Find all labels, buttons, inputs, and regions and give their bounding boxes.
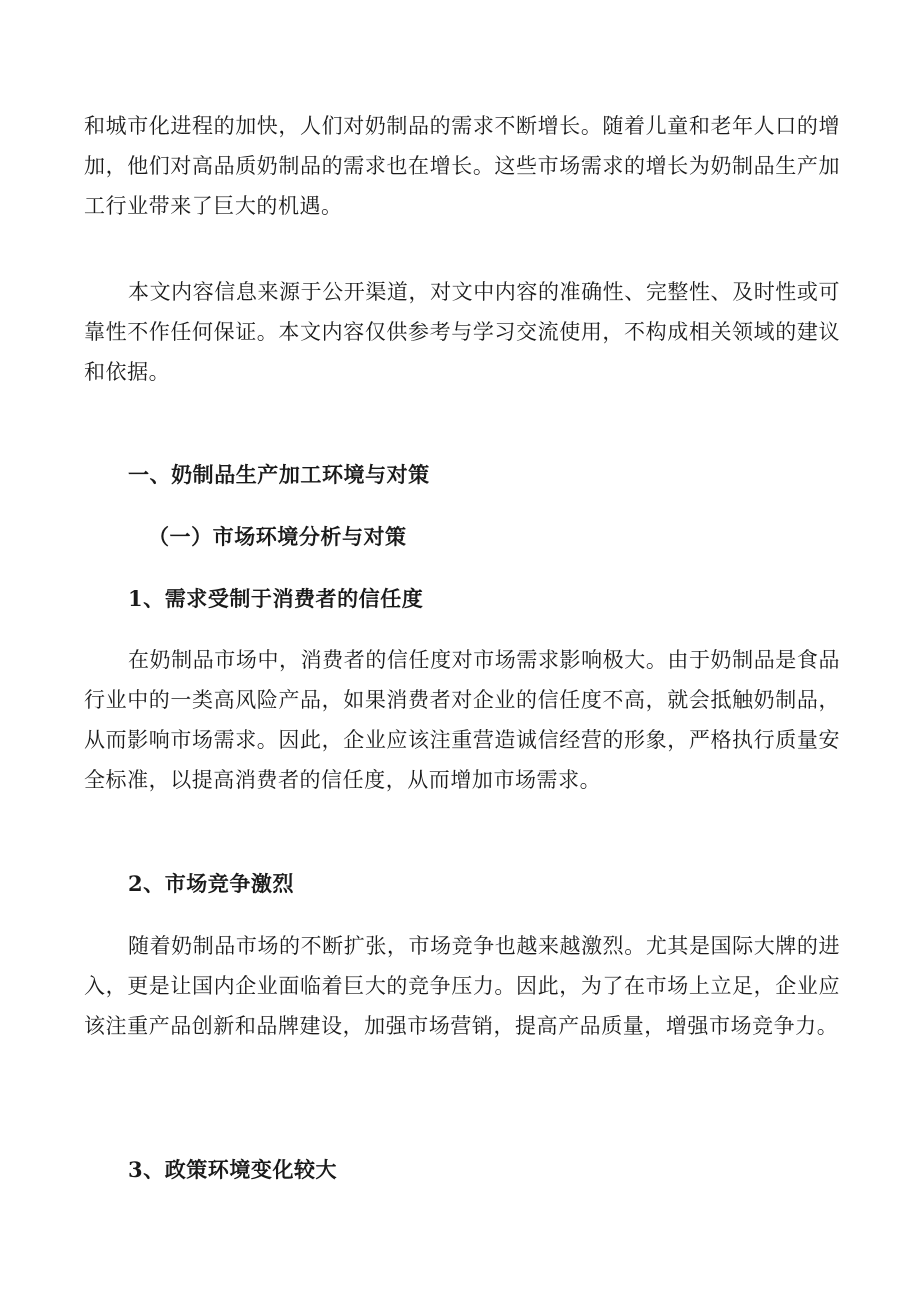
paragraph-consumer-trust: 在奶制品市场中，消费者的信任度对市场需求影响极大。由于奶制品是食品行业中的一类高风险产品，如果消费者对企业的信任度不高，就会抵触奶制品，从而影响市场需求。因此，企业应该注重营造诚信经营的形象，严格执行质量安全标准，以提高消费者的信任度，从而增加市场需求。 <box>84 648 840 792</box>
item-heading-policy: 3、政策环境变化较大 <box>128 1157 338 1182</box>
paragraph-disclaimer: 本文内容信息来源于公开渠道，对文中内容的准确性、完整性、及时性或可靠性不作任何保证。本文内容仅供参考与学习交流使用，不构成相关领域的建议和依据。 <box>84 280 840 384</box>
subsection-heading-market: （一）市场环境分析与对策 <box>148 524 407 549</box>
paragraph-competition: 随着奶制品市场的不断扩张，市场竞争也越来越激烈。尤其是国际大牌的进入，更是让国内企业面临着巨大的竞争压力。因此，为了在市场上立足，企业应该注重产品创新和品牌建设，加强市场营销，提高产品质量，增强市场竞争力。 <box>84 934 840 1038</box>
paragraph-market-demand: 和城市化进程的加快，人们对奶制品的需求不断增长。随着儿童和老年人口的增加，他们对高品质奶制品的需求也在增长。这些市场需求的增长为奶制品生产加工行业带来了巨大的机遇。 <box>84 114 840 218</box>
section-heading-environment: 一、奶制品生产加工环境与对策 <box>128 462 430 487</box>
item-heading-competition: 2、市场竞争激烈 <box>128 871 295 896</box>
item-heading-consumer-trust: 1、需求受制于消费者的信任度 <box>128 586 424 611</box>
